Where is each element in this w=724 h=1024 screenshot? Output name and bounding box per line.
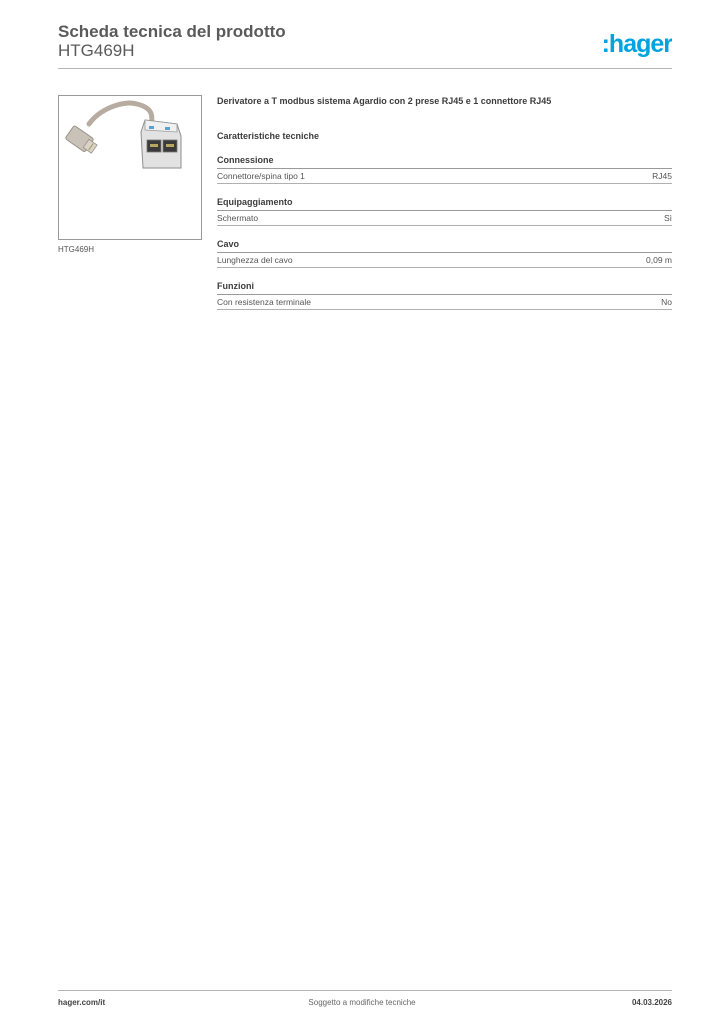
spec-row [217, 211, 672, 226]
document-header [58, 20, 672, 70]
footer-note: Soggetto a modifiche tecniche [308, 998, 416, 1007]
product-description: Derivatore a T modbus sistema Agardio con 2 prese RJ45 e 1 connettore RJ45 [217, 96, 552, 106]
spec-group-connessione [217, 155, 672, 184]
footer-divider [58, 990, 672, 991]
spec-group-funzioni [217, 281, 672, 310]
spec-group-cavo [217, 239, 672, 268]
spec-value: RJ45 [652, 171, 672, 181]
spec-row [217, 253, 672, 268]
spec-value: Sì [663, 213, 672, 223]
spec-row [217, 169, 672, 184]
spec-group-title: Connessione [217, 155, 672, 169]
spec-group-title: Funzioni [217, 281, 672, 295]
footer-website-link[interactable]: hager.com/it [58, 998, 106, 1007]
spec-value: 0,09 m [646, 255, 672, 265]
spec-row [217, 295, 672, 310]
spec-group-title: Cavo [217, 239, 672, 253]
footer-date: 04.03.2026 [631, 998, 672, 1007]
product-image-caption: HTG469H [58, 245, 95, 254]
technical-specifications [217, 96, 672, 310]
rj45-t-splitter-illustration [59, 96, 201, 239]
header-divider [58, 68, 672, 69]
product-image [58, 95, 202, 240]
spec-label: Con resistenza terminale [217, 297, 312, 307]
spec-label: Connettore/spina tipo 1 [217, 171, 305, 181]
spec-group-title: Equipaggiamento [217, 197, 672, 211]
hager-logo-text: :hager [601, 30, 672, 58]
spec-group-equipaggiamento [217, 197, 672, 226]
spec-value: No [661, 297, 672, 307]
hager-logo [590, 28, 672, 58]
product-code-heading: HTG469H [58, 41, 135, 60]
document-title: Scheda tecnica del prodotto [58, 22, 286, 41]
spec-label: Lunghezza del cavo [217, 255, 293, 265]
specs-heading: Caratteristiche tecniche [217, 131, 320, 141]
spec-label: Schermato [217, 213, 259, 223]
